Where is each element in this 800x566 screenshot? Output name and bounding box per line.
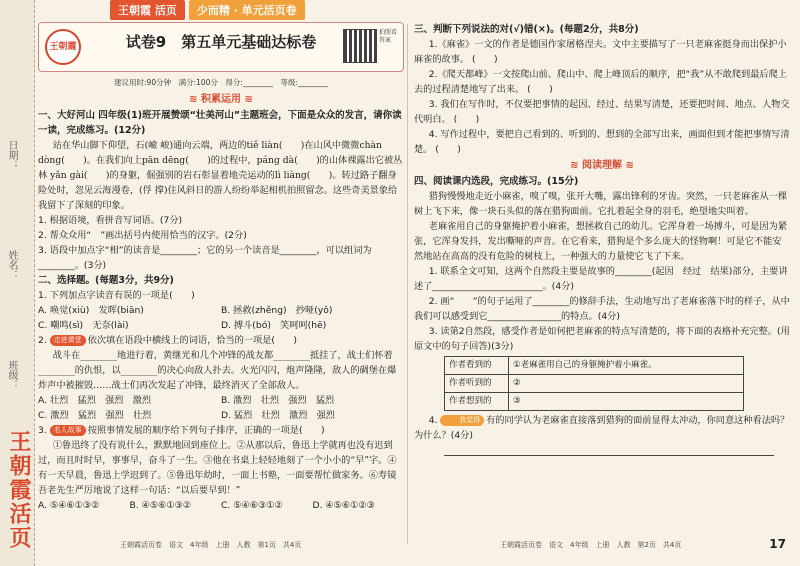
question-1-item: 2. 帮众众用“ ”画出括号内使用恰当的汉字。(2分): [38, 230, 247, 241]
paper-title: 试卷9 第五单元基础达标卷: [125, 33, 317, 51]
section-title-accumulation: ≋ 积累运用 ≋: [189, 94, 253, 105]
right-column: [414, 22, 790, 456]
reading-question: 1. 联系全文可知，这两个自然段主要是故事的________(起因 经过 结果)部分，主要讲述了________________________。(4分): [414, 266, 788, 292]
question-3-title: 三、判断下列说法的对(√)错(×)。(每题2分，共8分): [414, 24, 639, 35]
footer-left: 王朝霞活页卷 语文 4年级 上册 人教 第1页 共4页: [120, 541, 302, 549]
option: B. 拯救(zhěng) 抄哑(yǒ): [221, 305, 333, 316]
question-1-item: 3. 语段中加点字“相”的读音是________；它的另一个读音是________，可以组词为________。(3分): [38, 245, 372, 271]
option: C. 激烈 猛烈 强烈 壮烈: [38, 410, 152, 421]
option: B. ④⑤⑥①③②: [129, 500, 192, 511]
brand-vertical: 王朝霞活页: [6, 430, 32, 550]
option-row: [38, 498, 404, 513]
option: D. ④⑤⑥①②③: [312, 500, 375, 511]
option-row: [38, 408, 404, 423]
topic-tag: 我觉得: [440, 415, 484, 426]
table-label: 作者看到的: [445, 357, 509, 375]
table-row: [445, 375, 744, 393]
topic-tag: 名人故事: [50, 425, 86, 436]
series-name: 少而精 · 单元活页卷: [189, 0, 305, 20]
table-label: 作者听到的: [445, 375, 509, 393]
left-column: [38, 22, 404, 513]
option: A. 壮烈 猛烈 强烈 激烈: [38, 395, 152, 406]
option-row: [38, 303, 404, 318]
question-2-sentences: ①鲁迅终了没有说什么，默默地回到座位上。②从那以后，鲁迅上学就再也没有迟到过，而且时时早，事事早，奋斗了一生。③他在书桌上轻轻地刻了一个小小的“早”字。④有一天早晨，鲁迅上学迟到了。⑤鲁迅年幼时，一面上书塾，一面要帮忙做家务。⑥寿镜吾老先生严厉地说了这样一句话：“以后要早到！”: [38, 440, 397, 496]
table-row: [445, 393, 744, 411]
reading-question: 3. 读第2自然段，感受作者是如何把老麻雀的特点写清楚的，将下面的表格补充完整。(用原文中的句子回答)(3分): [414, 326, 790, 352]
judgement-item: 2.《爬天都峰》一文按爬山前、爬山中、爬上峰顶后的顺序，把“我”从不敢爬到最后爬上去的过程清楚地写了出来。 ( ): [414, 69, 787, 95]
table-row: [445, 357, 744, 375]
name-label: 姓名：: [6, 250, 17, 280]
judgement-item: 4. 写作过程中，要把自己看到的、听到的、想到的全部写出来，画面但到才能把事情写清楚。 ( ): [414, 129, 790, 155]
brand-logo: 王朝霞: [45, 29, 81, 65]
option: D. 搏斗(bó) 笑呵呵(hē): [221, 320, 327, 331]
topic-tag: 走进课堂: [50, 335, 86, 346]
reading-question-4: 4. 我觉得 有的同学认为老麻雀直接落到猎狗的面前显得太冲动，你同意这种看法吗？为什么？(4分): [414, 415, 790, 441]
table-answer-cell[interactable]: ①老麻雀用自己的身躯掩护着小麻雀。: [509, 357, 744, 375]
answer-line[interactable]: [444, 445, 774, 456]
class-label: 班级：: [6, 360, 17, 390]
exam-meta: 建议用时:90分钟 满分:100分 得分:________ 等级:________: [114, 78, 328, 87]
page-number: 17: [769, 537, 786, 551]
judgement-item: 3. 我们在写作时，不仅要把事情的起因、经过、结果写清楚，还要把时间、地点、人物交代明白。 ( ): [414, 99, 790, 125]
answer-table: [444, 356, 744, 411]
qr-caption: 拍照看答案: [379, 29, 398, 44]
table-answer-cell[interactable]: ②: [509, 375, 744, 393]
option: A. ⑤④⑥①③②: [38, 500, 100, 511]
binding-strip: [0, 0, 35, 566]
reading-paragraph: 猎狗慢慢地走近小麻雀，嗅了嗅，张开大嘴，露出锋利的牙齿。突然，一只老麻雀从一棵树上飞下来，像一块石头似的落在猎狗面前。它扎着起全身的羽毛，绝望地尖叫着。: [414, 191, 788, 217]
table-answer-cell[interactable]: ③: [509, 393, 744, 411]
question-1-item: 1. 根据语境，看拼音写词语。(7分): [38, 215, 183, 226]
footer-right: 王朝霞活页卷 语文 4年级 上册 人教 第2页 共4页: [500, 541, 682, 549]
question-2-title: 二、选择题。(每题3分，共9分): [38, 275, 174, 286]
reading-paragraph: 老麻雀用自己的身躯掩护着小麻雀，想拯救自己的幼儿。它浑身着一场搏斗，可是因为紧张，它浑身发抖，发出嘶哑的声音。在它看来，猎狗是个多么庞大的怪物啊！可是它不能安然地站在高高的没有危险的树枝上，一种强大的力量使它飞了下来。: [414, 221, 788, 262]
question-2-sub2: 2. 走进课堂 依次填在语段中横线上的词语，恰当的一项是( ): [38, 335, 297, 346]
date-label: 日期：: [6, 140, 17, 170]
question-4-title: 四、阅读课内选段，完成练习。(15分): [414, 176, 579, 187]
option-row: [38, 393, 404, 408]
judgement-item: 1.《麻雀》一文的作者是德国作家屠格涅夫。文中主要描写了一只老麻雀挺身而出保护小麻雀的故事。 ( ): [414, 39, 787, 65]
option: A. 唤觉(xiù) 发晖(biān): [38, 305, 144, 316]
question-2-passage: 战斗在________地进行着，黄继光和几个冲锋的战友都________抵挂了，战士们怀着________的仇恨，以________的决心向敌人扑去。火光闪闪，炮声隆隆，敌人的碉堡在爆炸声中被摧毁……战士们再次发起了冲锋，最终消灭了全部敌人。: [38, 350, 397, 391]
section-title-reading: ≋ 阅读理解 ≋: [570, 160, 634, 171]
column-divider: [407, 24, 408, 544]
question-2-sub3: 3. 名人故事 按照事情发展的顺序给下列句子排序，正确的一项是( ): [38, 425, 325, 436]
top-brand-bar: [110, 0, 305, 20]
option-row: [38, 318, 404, 333]
table-label: 作者想到的: [445, 393, 509, 411]
paper-header: [38, 22, 404, 72]
question-1-title: 一、大好河山 四年级(1)班开展赞颂“壮美河山”主题班会，下面是众众的发言，请你读一读，完成练习。(12分): [38, 110, 402, 136]
option: C. 嘲鸣(sì) 无奈(lài): [38, 320, 129, 331]
brand-name: 王朝霞 活页: [110, 0, 185, 20]
reading-question: 2. 画“ ”的句子运用了________的修辞手法，生动地写出了老麻雀落下时的样子，从中我们可以感受到它________________的特点。(4分): [414, 296, 790, 322]
option: C. ⑤④⑥③①②: [221, 500, 283, 511]
question-2-sub1: 1. 下列加点字读音有误的一项是( ): [38, 290, 195, 301]
question-1-passage: 站在华山脚下仰望，石(嶮 峻)通向云端，两边的tiě liàn( )在山风中微微chàn dòng( )。在我们向上pān dēng( )的过程中，páng dà( )的山体裸露出它被丛林 yǎn gài( )的身躯，倔强别的岩石彰显着地壳运动的lì liàng( )。转过路子翻身险处时，忽见云海漫卷，(俘 撑)住风斜日的游人纷纷举起相机拍照留念。这些奇美景象给我留下了深刻的印象。: [38, 140, 403, 211]
option: B. 激烈 壮烈 强烈 猛烈: [221, 395, 335, 406]
option: D. 猛烈 壮烈 激烈 强烈: [221, 410, 335, 421]
qr-code-icon: [343, 29, 377, 63]
